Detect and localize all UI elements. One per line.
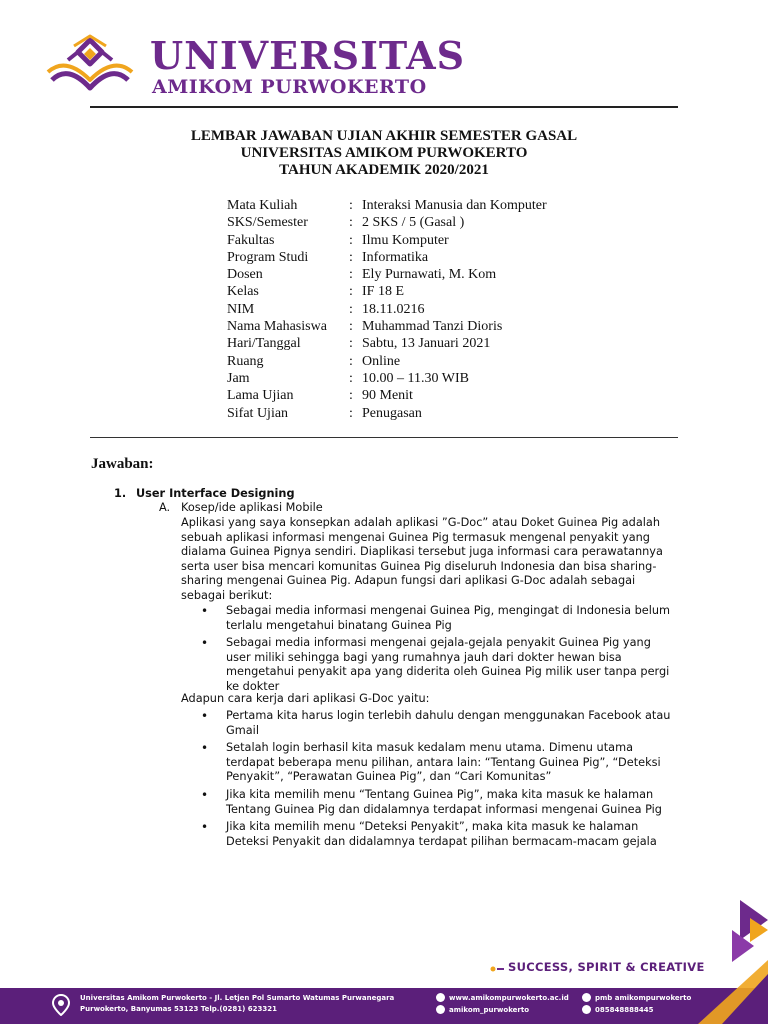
whatsapp-icon (582, 1005, 591, 1014)
bullet-icon: • (201, 820, 209, 835)
info-row: Hari/Tanggal : Sabtu, 13 Januari 2021 (227, 336, 491, 352)
info-row: Lama Ujian : 90 Menit (227, 388, 413, 404)
globe-icon (436, 993, 445, 1002)
list-item: • Setalah login berhasil kita masuk kedalam menu utama. Dimenu utama terdapat beberapa menu pilihan, antara lain: “Tentang Guinea Pig”, “Deteksi Penyakit”, “Perawatan Guinea Pig”, dan “Cari Komunitas” (201, 741, 661, 784)
info-row: Ruang : Online (227, 353, 401, 369)
tagline-deco-icon (490, 966, 504, 972)
info-row: Dosen : Ely Purnawati, M. Kom (227, 267, 497, 283)
list-item: • Sebagai media informasi mengenai Guinea Pig, mengingat di Indonesia belum terlalu mengetahui binatang Guinea Pig (201, 604, 671, 632)
footer-website: www.amikompurwokerto.ac.id (449, 994, 569, 1002)
university-logo-icon (44, 34, 136, 98)
footer-instagram: amikom_purwokerto (449, 1006, 530, 1014)
campus-name: AMIKOM PURWOKERTO (152, 76, 427, 98)
list-item: • Jika kita memilih menu “Deteksi Penyakit”, maka kita masuk ke halaman Deteksi Penyakit dan didalamnya terdapat pilihan bermacam-macam gejala (201, 820, 657, 848)
footer-facebook: pmb amikompurwokerto (595, 994, 692, 1002)
list-item: • Jika kita memilih menu “Tentang Guinea Pig”, maka kita masuk ke halaman Tentang Guinea Pig dan didalamnya terdapat informasi mengenai Guinea Pig (201, 787, 662, 816)
exam-title-line: TAHUN AKADEMIK 2020/2021 (279, 162, 489, 178)
list-item: • Pertama kita harus login terlebih dahulu dengan menggunakan Facebook atau Gmail (201, 709, 671, 737)
workflow-list (181, 709, 677, 852)
subsection-heading: A. Kosep/ide aplikasi Mobile (159, 501, 323, 514)
corner-decoration-icon (678, 960, 768, 1024)
bullet-icon: • (201, 741, 209, 756)
info-row: Jam : 10.00 – 11.30 WIB (227, 370, 469, 386)
section-heading: 1. User Interface Designing (114, 487, 295, 500)
info-row: Mata Kuliah : Interaksi Manusia dan Komputer (227, 198, 547, 213)
info-row: Sifat Ujian : Penugasan (227, 405, 422, 421)
footer-whatsapp: 085848888445 (595, 1006, 654, 1014)
function-list (181, 604, 677, 698)
exam-title-line: UNIVERSITAS AMIKOM PURWOKERTO (240, 145, 528, 161)
info-row: Nama Mahasiswa : Muhammad Tanzi Dioris (227, 319, 503, 335)
bullet-icon: • (201, 604, 209, 618)
info-row: NIM : 18.11.0216 (227, 301, 425, 317)
bullet-icon: • (201, 787, 209, 802)
bullet-icon: • (201, 709, 209, 723)
footer-address: Universitas Amikom Purwokerto - Jl. Letjen Pol Sumarto Watumas Purwanegara Purwokerto, Banyumas 53123 Telp.(0281) 623321 (80, 994, 395, 1013)
instagram-icon (436, 1005, 445, 1014)
exam-title (90, 128, 678, 179)
info-row: Program Studi : Informatika (227, 249, 429, 265)
university-name: UNIVERSITAS (150, 33, 466, 78)
info-row: Kelas : IF 18 E (227, 284, 404, 300)
paragraph-concept: Aplikasi yang saya konsepkan adalah aplikasi ”G-Doc” atau Doket Guinea Pig adalah sebuah aplikasi informasi mengenai Guinea Pig termasuk mengenal penyakit yang dialama Guinea Pignya sendiri. Diaplikasi tersebut juga informasi cara perawatannya serta user bisa mencari komunitas Guinea Pig diseluruh Indonesia dan bisa sharing-sharing mengenai Guinea Pig. Adapun fungsi dari aplikasi G-Doc adalah sebagai sebagai berikut: (181, 516, 663, 602)
tagline: SUCCESS, SPIRIT & CREATIVE (508, 960, 705, 974)
facebook-icon (582, 993, 591, 1002)
exam-title-line: LEMBAR JAWABAN UJIAN AKHIR SEMESTER GASAL (190, 128, 578, 144)
info-row: SKS/Semester : 2 SKS / 5 (Gasal ) (227, 215, 465, 231)
header-divider (90, 106, 678, 108)
answer-heading: Jawaban: (91, 456, 154, 472)
ribbon-decoration-icon (728, 890, 768, 970)
bullet-icon: • (201, 636, 209, 651)
list-item: • Sebagai media informasi mengenai gejala-gejala penyakit Guinea Pig yang user miliki sehingga bagi yang rumahnya jauh dari dokter hewan bisa mengetahui penyakit apa yang diderita oleh Guinea Pig milik user tanpa pergi ke dokter (201, 636, 670, 693)
footer-bar (0, 988, 768, 1024)
paragraph-workflow: Adapun cara kerja dari aplikasi G-Doc yaitu: (181, 692, 430, 705)
info-divider (90, 437, 678, 438)
location-pin-icon (52, 994, 70, 1016)
exam-info-table (227, 197, 547, 422)
info-row: Fakultas : Ilmu Komputer (227, 232, 449, 248)
